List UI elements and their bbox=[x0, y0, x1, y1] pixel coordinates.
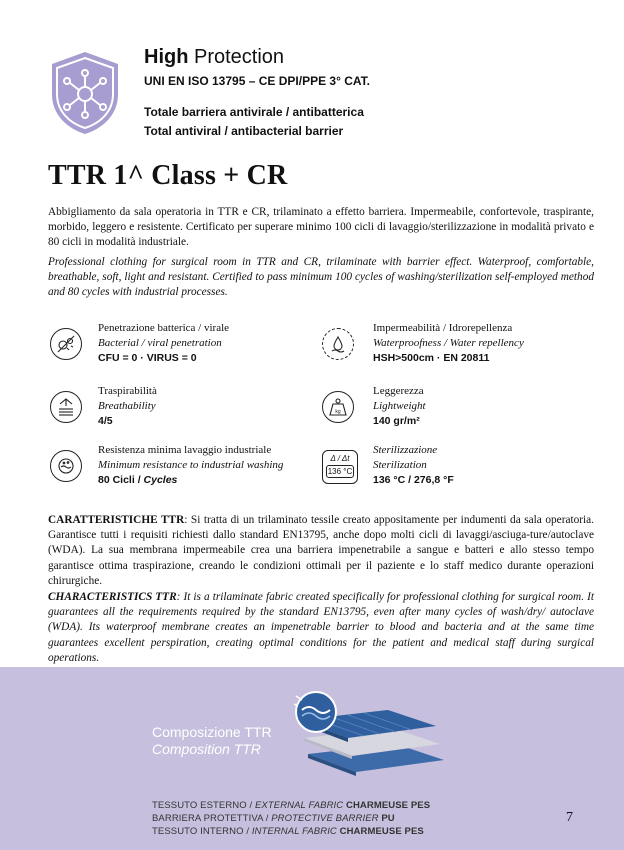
feature-washing: Resistenza minima lavaggio industriale Minimum resistance to industrial washing 80 Cicli / Cycles bbox=[98, 444, 284, 486]
header-subtitle-it: Totale barriera antivirale / antibatterica bbox=[144, 105, 364, 119]
feature-waterproof: Impermeabilità / Idrorepellenza Waterproofness / Water repellency HSH>500cm · EN 20811 bbox=[373, 322, 524, 364]
header-title: High Protection bbox=[144, 46, 285, 68]
svg-text:kg: kg bbox=[335, 409, 341, 415]
weight-icon bbox=[322, 391, 354, 423]
fabric-layers-illustration bbox=[286, 686, 456, 786]
composition-title-en: Composition TTR bbox=[152, 741, 261, 757]
header-standard: UNI EN ISO 13795 – CE DPI/PPE 3° CAT. bbox=[144, 74, 370, 88]
characteristics-it: CARATTERISTICHE TTR: Si tratta di un trilaminato tessile creato appositamente per indumenti da sala operatoria. Garantisce tutti i requisiti richiesti dallo standard EN13795, anche dopo molti cicli di lavaggi/asciuga-ture/autoclave (WDA). La sua membrana impermeabile crea una barriera impenetrabile a sangue e batteri e allo stesso tempo garantisce ottima traspirazione, creando le condizioni ottimali per il paziente e lo staff medico durante operazioni chirurgiche. bbox=[48, 514, 594, 587]
washing-icon bbox=[50, 450, 82, 482]
intro-en: Professional clothing for surgical room in TTR and CR, trilaminate with barrier effect. Waterproof, comfortable, breathable, soft, light and resistant. Certified to pass minimum 100 cycles of washing/sterilization self-employed method and 80 cycles with industrial processes. bbox=[48, 256, 594, 299]
breathability-icon bbox=[50, 391, 82, 423]
composition-title-it: Composizione TTR bbox=[152, 724, 272, 740]
characteristics-en: CHARACTERISTICS TTR: It is a trilaminate fabric created specifically for professional clothing for surgical room. It guarantees all the requirements required by the standard EN13795, even after many cycles of wash/dry/ autoclave (WDA). Its waterproof membrane creates an impenetrable barrier to blood and bacteria and at the same time guarantees excellent perspiration, creating optimal conditions for the patient and medical staff during surgical operations. bbox=[48, 591, 594, 664]
layer-barrier: BARRIERA PROTETTIVA / PROTECTIVE BARRIER PU bbox=[152, 813, 395, 824]
header-subtitle-en: Total antiviral / antibacterial barrier bbox=[144, 124, 344, 138]
layer-internal: TESSUTO INTERNO / INTERNAL FABRIC CHARMEUSE PES bbox=[152, 826, 424, 837]
shield-network-icon bbox=[48, 50, 122, 136]
page-title: TTR 1^ Class + CR bbox=[48, 160, 288, 191]
feature-lightness: Leggerezza Lightweight 140 gr/m² bbox=[373, 385, 426, 427]
sterilization-icon: Δ / Δt 136 °C bbox=[322, 450, 358, 484]
layer-external: TESSUTO ESTERNO / EXTERNAL FABRIC CHARMEUSE PES bbox=[152, 800, 431, 811]
feature-penetration: Penetrazione batterica / virale Bacterial / viral penetration CFU = 0 · VIRUS = 0 bbox=[98, 322, 230, 364]
page-number: 7 bbox=[566, 810, 573, 825]
water-drop-icon bbox=[322, 328, 354, 360]
feature-breathability: Traspirabilità Breathability 4/5 bbox=[98, 385, 157, 427]
intro-it: Abbigliamento da sala operatoria in TTR e CR, trilaminato a effetto barriera. Impermeabile, confortevole, traspirante, morbido, leggero e resistente. Certificato per superare minimo 100 cicli di lavaggio/sterilizzazione in modalità privato e 80 cicli in modalità industriale. bbox=[48, 206, 594, 249]
bacteria-virus-icon bbox=[50, 328, 82, 360]
feature-sterilization: Sterilizzazione Sterilization 136 °C / 276,8 °F bbox=[373, 444, 454, 486]
